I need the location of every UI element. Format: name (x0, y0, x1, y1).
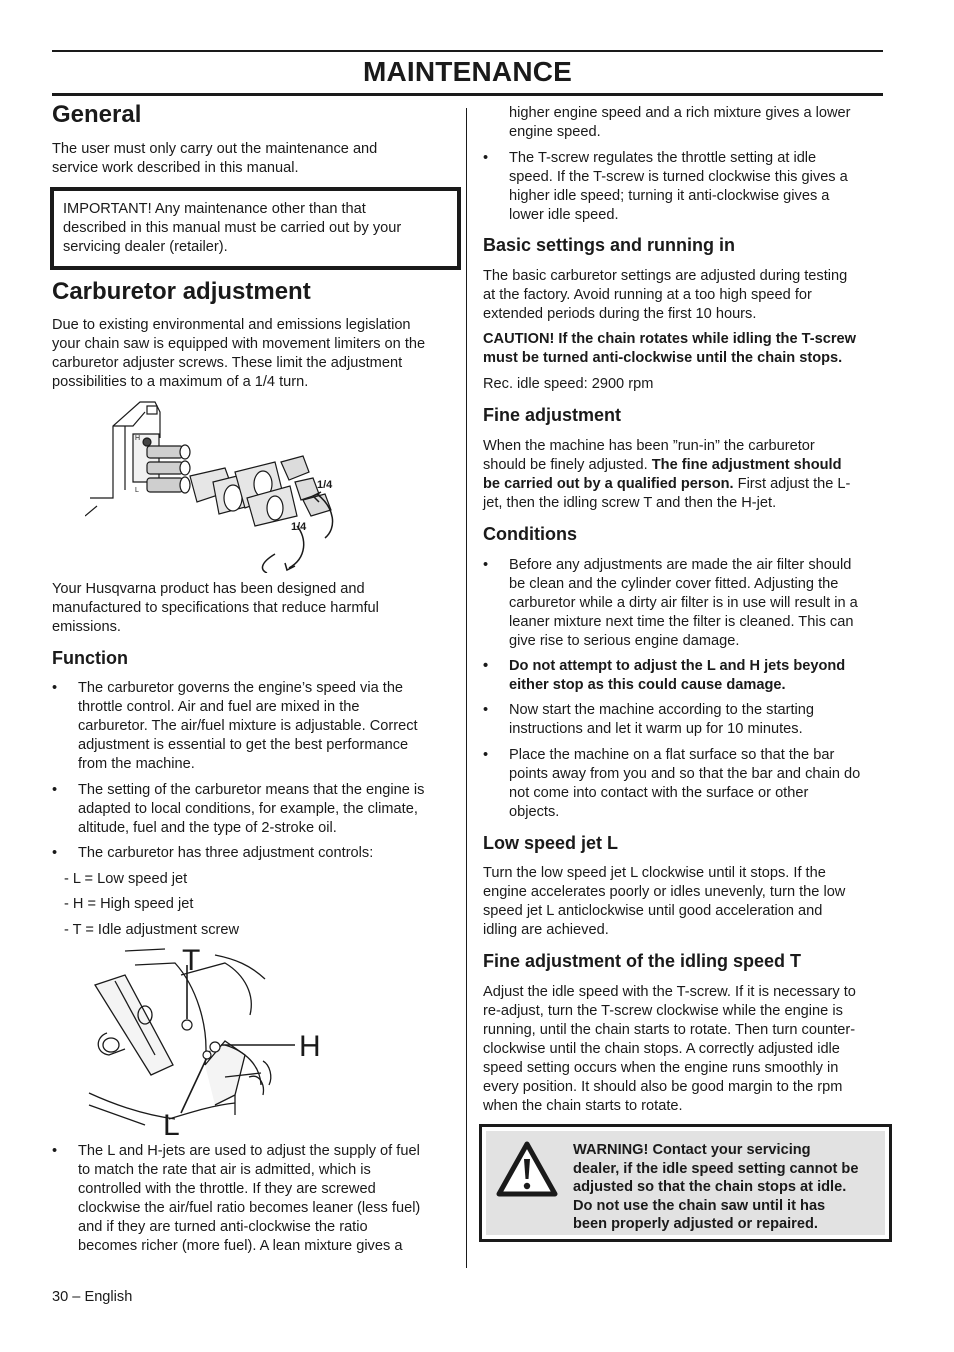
bullet-icon: • (52, 782, 58, 798)
adjustment-screws-figure (85, 945, 325, 1137)
text-line: When the machine has been ”run-in” the carburetor (483, 438, 815, 454)
emphasis-text: be carried out by a qualified person. (483, 476, 734, 492)
text-line: instructions and let it warm up for 10 minutes. (509, 721, 803, 737)
list-item (483, 556, 893, 654)
control-t-item: - T = Idle adjustment screw (64, 922, 240, 938)
text-line: The setting of the carburetor means that the engine is (78, 782, 425, 798)
text-line: altitude, fuel and the type of 2-stroke oil. (78, 820, 337, 836)
bullet-icon: • (52, 1143, 58, 1159)
bullet-icon: • (52, 845, 58, 861)
text-line: not come into contact with the surface or other (509, 785, 809, 801)
husqvarna-paragraph (52, 580, 379, 637)
list-item (483, 701, 893, 741)
text-line: dealer, if the idle speed setting cannot be (573, 1160, 859, 1177)
text-line: CAUTION! If the chain rotates while idling the T-screw (483, 331, 856, 347)
section-general-heading: General (52, 101, 142, 128)
mini-label-l: L (135, 487, 139, 494)
text-line: service work described in this manual. (52, 160, 299, 176)
text-line: been properly adjusted or repaired. (573, 1216, 818, 1232)
text-line: servicing dealer (retailer). (63, 239, 228, 255)
text-line: be clean and the cylinder cover fitted. Adjusting the (509, 576, 839, 592)
section-conditions-heading: Conditions (483, 524, 577, 544)
list-item (483, 746, 893, 824)
header-rule (52, 50, 883, 52)
important-notice-box (50, 187, 461, 270)
text-line: when the chain starts to rotate. (483, 1098, 683, 1114)
carburetor-limiter-figure (85, 398, 345, 573)
text-line: re-adjust, turn the T-screw clockwise while the engine is (483, 1003, 843, 1019)
text-line: The carburetor has three adjustment controls: (78, 845, 374, 861)
list-item (52, 781, 462, 841)
text-line: carburetor while a dirty air filter is in use will result in a (509, 595, 858, 611)
text-line: leaner mixture next time the filter is cleaned. This can (509, 614, 854, 630)
control-l-item: - L = Low speed jet (64, 871, 188, 887)
text-line: engine accelerates poorly or idles unevenly, turn the low (483, 884, 846, 900)
text-line: Place the machine on a flat surface so that the bar (509, 747, 835, 763)
text-line: at the factory. Avoid running at a too high speed for (483, 287, 812, 303)
text-line: running, until the chain starts to rotate. Then turn counter- (483, 1022, 856, 1038)
text-line: WARNING! Contact your servicing (573, 1142, 811, 1158)
text-line: your chain saw is equipped with movement limiters on the (52, 336, 426, 352)
text-line: Adjust the idle speed with the T-screw. If it is necessary to (483, 984, 856, 1000)
text-line: Your Husqvarna product has been designed and (52, 581, 365, 597)
basic-settings-paragraph (483, 267, 847, 324)
carburetor-paragraph (52, 316, 425, 392)
text-line: throttle control. Air and fuel are mixed in the (78, 699, 360, 715)
text-line: must be turned anti-clockwise until the chain stops. (483, 350, 843, 366)
quarter-turn-label-top: 1/4 (317, 479, 333, 491)
text-line: carburetor. The air/fuel mixture is adjustable. Correct (78, 718, 418, 734)
text-line (483, 475, 850, 494)
text-line: adjustment is essential to get the best performance (78, 737, 409, 753)
text-line: possibilities to a maximum of a 1/4 turn. (52, 374, 309, 390)
list-item (52, 844, 462, 864)
page-number: 30 – English (52, 1289, 133, 1305)
text-line (483, 456, 850, 475)
text-line: manufactured to specifications that reduce harmful (52, 600, 379, 616)
bullet-icon: • (52, 680, 58, 696)
text-line: idling are achieved. (483, 922, 609, 938)
idle-speed-note: Rec. idle speed: 2900 rpm (483, 376, 654, 392)
caution-paragraph (483, 330, 856, 368)
text-line: adapted to local conditions, for example, the climate, (78, 801, 418, 817)
text-line: emissions. (52, 619, 121, 635)
text-line: engine speed. (509, 124, 601, 140)
text-line: becomes richer (more fuel). A lean mixture gives a (78, 1238, 403, 1254)
section-low-speed-jet-heading: Low speed jet L (483, 833, 619, 853)
text-line: Due to existing environmental and emissions legislation (52, 317, 411, 333)
text-line: every position. It should also be good margin to the rpm (483, 1079, 843, 1095)
screw-label-h: H (299, 1030, 321, 1063)
text-line: from the machine. (78, 756, 195, 772)
section-idling-speed-heading: Fine adjustment of the idling speed T (483, 951, 802, 971)
continued-paragraph (509, 104, 851, 142)
page-title: MAINTENANCE (362, 56, 573, 87)
warning-box (479, 1124, 892, 1242)
text-line: points away from you and so that the bar and chain do (509, 766, 861, 782)
text-run: First adjust the L- (733, 476, 851, 492)
general-paragraph (52, 140, 377, 178)
text-line: lower idle speed. (509, 207, 619, 223)
text-line: objects. (509, 804, 560, 820)
title-rule (52, 93, 883, 96)
bullet-icon: • (483, 557, 489, 573)
text-line: The basic carburetor settings are adjusted during testing (483, 268, 848, 284)
text-line: Do not attempt to adjust the L and H jets beyond (509, 658, 846, 674)
text-line: extended periods during the first 10 hours. (483, 306, 757, 322)
emphasis-text: The fine adjustment should (651, 457, 842, 473)
section-fine-adjustment-heading: Fine adjustment (483, 405, 622, 425)
text-line: give rise to serious engine damage. (509, 633, 740, 649)
bullet-icon: • (483, 150, 489, 166)
text-line: jet, then the idling screw T and then the H-jet. (483, 495, 777, 511)
list-item (52, 679, 462, 779)
list-item (52, 1142, 462, 1262)
text-line: higher idle speed; turning it anti-clockwise gives a (509, 188, 830, 204)
warning-triangle-icon (496, 1141, 558, 1197)
text-line: Turn the low speed jet L clockwise until it stops. If the (483, 865, 826, 881)
text-line: clockwise the air/fuel ratio becomes leaner (less fuel) (78, 1200, 421, 1216)
idling-speed-paragraph (483, 983, 856, 1116)
bullet-icon: • (483, 658, 489, 674)
text-line: The user must only carry out the maintenance and (52, 141, 378, 157)
text-line: and if they are turned anti-clockwise the ratio (78, 1219, 368, 1235)
text-line: carburetor adjuster screws. These limit the adjustment (52, 355, 403, 371)
screw-label-l: L (163, 1109, 180, 1137)
control-h-item: - H = High speed jet (64, 896, 194, 912)
text-line: Do not use the chain saw until it has (573, 1197, 826, 1214)
bullet-icon: • (483, 747, 489, 763)
text-line: speed. If the T-screw is turned clockwise this gives a (509, 169, 848, 185)
list-item (483, 149, 893, 227)
text-line: The T-screw regulates the throttle setting at idle (509, 150, 817, 166)
text-line: higher engine speed and a rich mixture gives a lower (509, 105, 851, 121)
section-basic-settings-heading: Basic settings and running in (483, 235, 736, 255)
text-line: The L and H-jets are used to adjust the supply of fuel (78, 1143, 420, 1159)
mini-label-h: H (135, 435, 141, 442)
section-function-heading: Function (52, 648, 128, 668)
warning-panel (486, 1131, 885, 1235)
list-item (483, 657, 893, 697)
text-line: either stop as this could cause damage. (509, 677, 786, 693)
text-line: Now start the machine according to the starting (509, 702, 815, 718)
screw-label-t: T (182, 945, 201, 977)
text-run: should be finely adjusted. (483, 457, 652, 473)
text-line: The carburetor governs the engine’s speed via the (78, 680, 404, 696)
quarter-turn-label-bottom: 1/4 (291, 521, 307, 533)
text-line: described in this manual must be carried out by your (63, 220, 402, 236)
text-line: Before any adjustments are made the air filter should (509, 557, 852, 573)
text-line: clockwise until the chain stops. A correctly adjusted idle (483, 1041, 840, 1057)
low-speed-jet-paragraph (483, 864, 845, 940)
text-line: IMPORTANT! Any maintenance other than that (63, 201, 366, 217)
text-line: speed setting occurs when the engine runs smoothly in (483, 1060, 839, 1076)
column-divider (466, 108, 467, 1268)
text-line: speed jet L anticlockwise until good acceleration and (483, 903, 823, 919)
bullet-icon: • (483, 702, 489, 718)
fine-adjustment-paragraph (483, 437, 850, 513)
section-carburetor-heading: Carburetor adjustment (52, 278, 311, 305)
text-line: to match the rate that air is admitted, which is (78, 1162, 371, 1178)
text-line: controlled with the throttle. If they are screwed (78, 1181, 376, 1197)
text-line: adjusted so that the chain stops at idle. (573, 1179, 847, 1195)
warning-text (573, 1141, 885, 1234)
